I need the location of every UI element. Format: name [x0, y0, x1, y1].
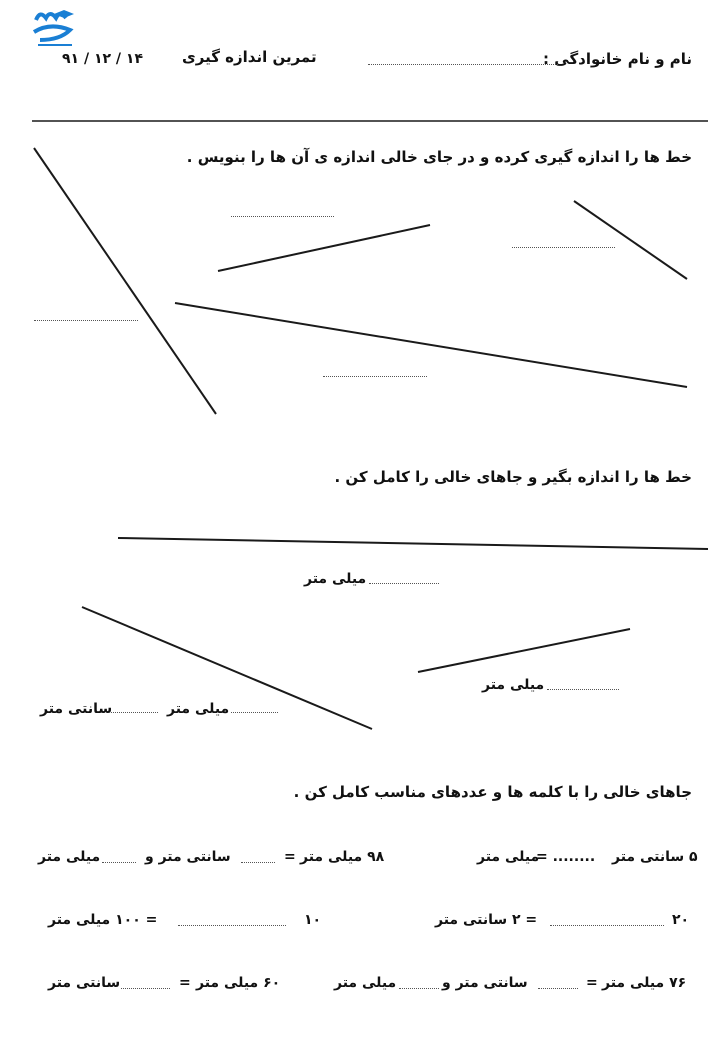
answer-blank-3[interactable] [34, 320, 138, 321]
row1-blank-b2[interactable] [102, 862, 136, 863]
answer-blank-5[interactable] [369, 583, 439, 584]
row2-b-right: ۱۰ [304, 912, 322, 928]
measure-line-2 [218, 225, 430, 271]
measure-line-4 [175, 303, 687, 387]
answer6-unit-mm: میلی متر [167, 701, 230, 717]
measure-line-7 [418, 629, 630, 672]
row3-b-eq: = [179, 975, 191, 991]
row3-a-right: ۷۶ میلی متر [602, 975, 687, 991]
row3-blank-a2[interactable] [399, 988, 439, 989]
answer-blank-4[interactable] [323, 376, 427, 377]
row3-b-right: ۶۰ میلی متر [196, 975, 281, 991]
row1-a-right: ۵ سانتی متر [612, 849, 698, 865]
section1-instruction: خط ها را اندازه گیری کرده و در جای خالی اندازه ی آن ها را بنویس . [186, 148, 692, 166]
row3-a-eq: = [586, 975, 598, 991]
row1-b-mid: سانتی متر و [145, 849, 231, 865]
answer-blank-7[interactable] [547, 689, 619, 690]
answer-blank-2[interactable] [512, 247, 615, 248]
measure-line-1 [34, 148, 216, 414]
row1-b-right: ۹۸ میلی متر [300, 849, 385, 865]
measure-line-3 [574, 201, 687, 279]
row1-b-unit1: میلی متر [38, 849, 101, 865]
row3-b-left: سانتی متر [48, 975, 121, 991]
measure-line-5 [118, 538, 708, 549]
answer-blank-1[interactable] [231, 216, 334, 217]
row1-a-left: میلی متر [477, 849, 540, 865]
worksheet-title: تمرین اندازه گیری [182, 48, 317, 66]
answer-blank-6b[interactable] [231, 712, 278, 713]
answer7-unit: میلی متر [482, 677, 545, 693]
row2-blank-a1[interactable] [550, 925, 664, 926]
row1-a-mid: = ........ [536, 849, 596, 865]
section3-instruction: جاهای خالی را با کلمه ها و عددهای مناسب کامل کن . [293, 783, 692, 801]
row2-a-mid: = ۲ سانتی متر [435, 912, 538, 928]
row1-b-eq: = [284, 849, 296, 865]
row2-blank-b1[interactable] [178, 925, 286, 926]
answer5-unit: میلی متر [304, 571, 367, 587]
row3-blank-a1[interactable] [538, 988, 578, 989]
date: ۹۱ / ۱۲ / ۱۴ [62, 51, 143, 67]
answer6-unit-cm: سانتی متر [40, 701, 113, 717]
section2-instruction: خط ها را اندازه بگیر و جاهای خالی را کامل کن . [334, 468, 692, 486]
row2-a-right: ۲۰ [672, 912, 690, 928]
name-label: نام و نام خانوادگی : [543, 50, 692, 68]
row3-blank-b1[interactable] [121, 988, 170, 989]
row2-b-mid: = ۱۰۰ میلی متر [48, 912, 158, 928]
row1-blank-b1[interactable] [241, 862, 275, 863]
row3-a-left: میلی متر [334, 975, 397, 991]
row3-a-mid: سانتی متر و [442, 975, 528, 991]
answer-blank-6a[interactable] [111, 712, 158, 713]
